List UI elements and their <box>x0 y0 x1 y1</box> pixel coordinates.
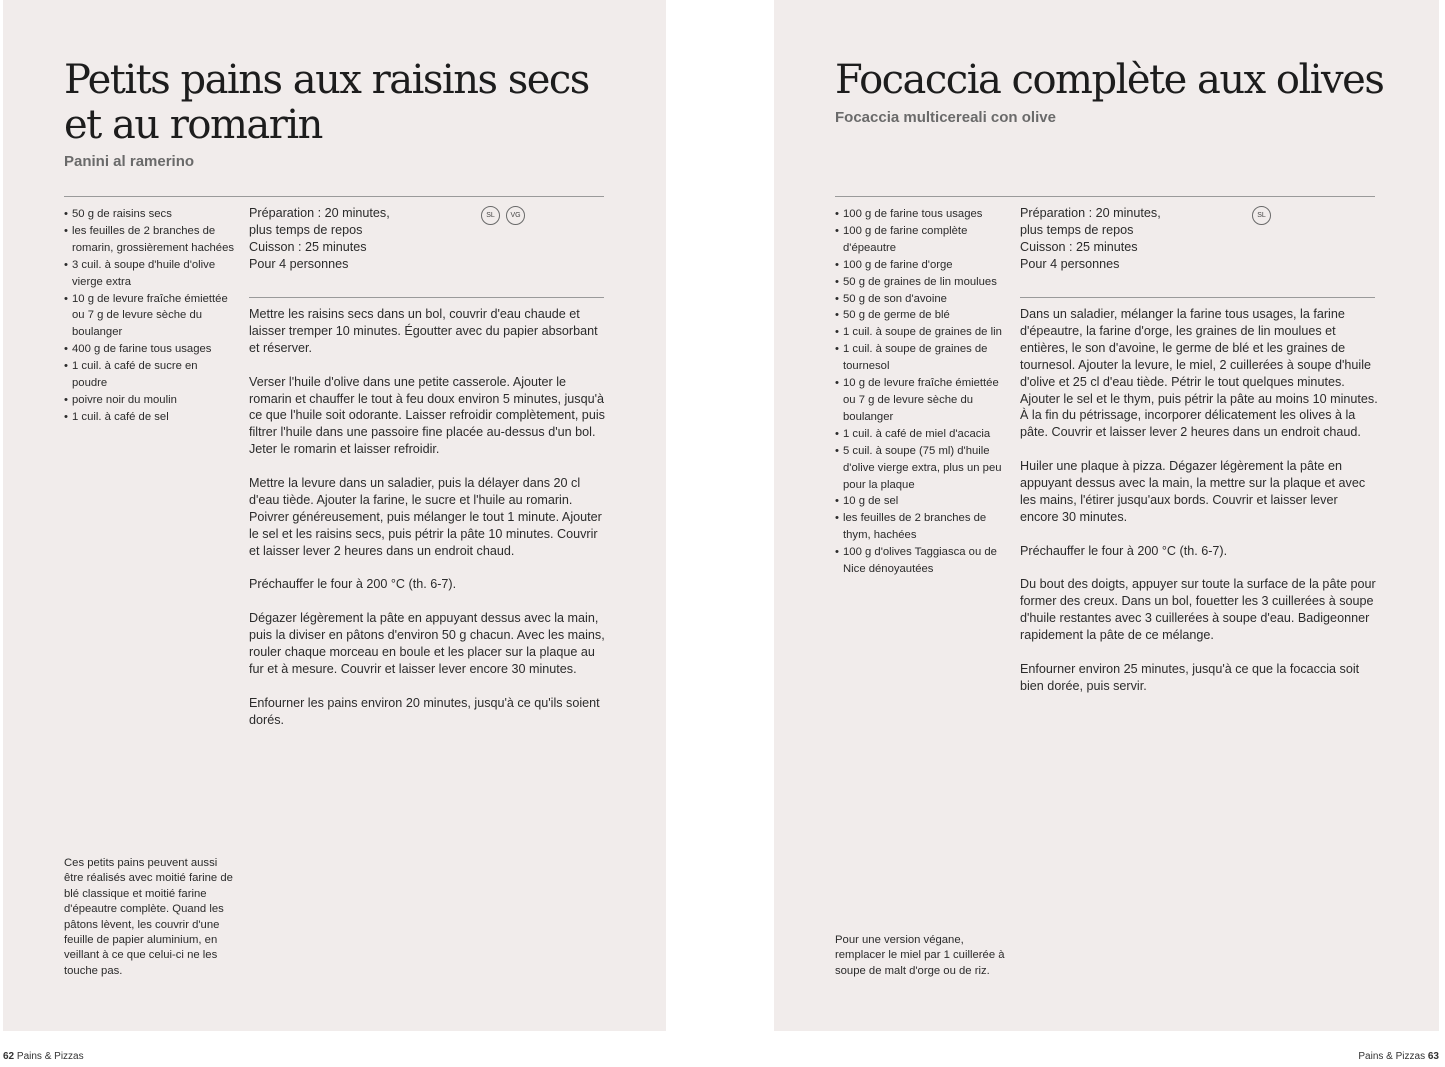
ingredient-item: • 50 g de son d'avoine <box>835 291 1007 308</box>
ingredient-item: • 10 g de levure fraîche émiettée ou 7 g de levure sèche du boulanger <box>64 291 234 342</box>
step: Enfourner environ 25 minutes, jusqu'à ce que la focaccia soit bien dorée, puis servir. <box>1020 661 1360 693</box>
ingredient-item: • 50 g de germe de blé <box>835 307 1007 324</box>
diet-badges <box>481 206 525 225</box>
step: Préchauffer le four à 200 °C (th. 6-7). <box>1020 543 1228 558</box>
ingredient-item: • 50 g de graines de lin moulues <box>835 274 1007 291</box>
servings: Pour 4 personnes <box>1020 257 1120 271</box>
ingredient-item: • 1 cuil. à café de sel <box>64 409 234 426</box>
gluten-free-badge-icon: SL <box>481 206 500 225</box>
vegan-badge-icon: VG <box>506 206 525 225</box>
divider <box>64 196 604 197</box>
right-page <box>774 0 1439 1031</box>
ingredient-item: • les feuilles de 2 branches de thym, hachées <box>835 510 1007 544</box>
divider <box>1020 297 1375 298</box>
page-footer-left <box>3 1051 84 1062</box>
ingredient-item: • 1 cuil. à café de miel d'acacia <box>835 426 1007 443</box>
rest-time: plus temps de repos <box>1020 223 1134 237</box>
prep-time: Préparation : 20 minutes, <box>1020 206 1161 220</box>
gluten-free-badge-icon: SL <box>1252 206 1271 225</box>
step: Mettre la levure dans un saladier, puis la délayer dans 20 cl d'eau tiède. Ajouter la farine, le sucre et l'huile au romarin. Poivrer généreusement, puis mélanger le tout 1 minute. Ajouter le sel et les raisins secs, puis pétrir la pâte 10 minutes. Couvrir et laisser lever 2 heures dans un endroit chaud. <box>249 476 602 558</box>
step: Verser l'huile d'olive dans une petite casserole. Ajouter le romarin et chauffer le tout à feu doux environ 5 minutes, jusqu'à ce que l'huile soit odorante. Laisser refroidir complètement, puis filtrer l'huile dans une passoire fine placée au-dessus d'un bol. Jeter le romarin et laisser refroidir. <box>249 374 605 457</box>
recipe-subtitle: Focaccia multicereali con olive <box>835 109 1056 126</box>
ingredient-list <box>835 206 1007 578</box>
ingredient-item: • 1 cuil. à café de sucre en poudre <box>64 358 234 392</box>
page-footer-right <box>1358 1051 1439 1062</box>
step: Préchauffer le four à 200 °C (th. 6-7). <box>249 577 457 592</box>
recipe-title-line-2: et au romarin <box>64 102 322 148</box>
recipe-title: Focaccia complète aux olives <box>835 57 1384 103</box>
ingredient-item: • 50 g de raisins secs <box>64 206 234 223</box>
section-name: Pains & Pizzas <box>1358 1051 1426 1062</box>
recipe-steps <box>249 306 607 745</box>
step: Mettre les raisins secs dans un bol, couvrir d'eau chaude et laisser tremper 10 minutes. Égoutter avec du papier absorbant et réserver. <box>249 307 598 355</box>
recipe-meta <box>249 205 469 273</box>
rest-time: plus temps de repos <box>249 223 363 237</box>
ingredient-item: • 3 cuil. à soupe d'huile d'olive vierge extra <box>64 257 234 291</box>
page-number: 62 <box>3 1051 15 1062</box>
ingredient-item: • 1 cuil. à soupe de graines de tournesol <box>835 341 1007 375</box>
ingredient-item: • 10 g de sel <box>835 493 1007 510</box>
prep-time: Préparation : 20 minutes, <box>249 206 390 220</box>
page-number: 63 <box>1427 1051 1439 1062</box>
side-note: Ces petits pains peuvent aussi être réalisés avec moitié farine de blé classique et moitié farine d'épeautre complète. Quand les pâtons lèvent, les couvrir d'une feuille de papier aluminium, en veillant à ce que celui-ci ne les touche pas. <box>64 857 233 977</box>
recipe-title-line-1: Petits pains aux raisins secs <box>64 57 589 103</box>
ingredient-item: • 100 g de farine tous usages <box>835 206 1007 223</box>
divider <box>249 297 604 298</box>
ingredient-item: • poivre noir du moulin <box>64 392 234 409</box>
step: Dégazer légèrement la pâte en appuyant dessus avec la main, puis la diviser en pâtons d'environ 50 g chacun. Avec les mains, rouler chaque morceau en boule et les placer sur la plaque au fur et à mesure. Couvrir et laisser lever encore 30 minutes. <box>249 611 605 676</box>
ingredient-list <box>64 206 234 426</box>
ingredient-item: • 100 g d'olives Taggiasca ou de Nice dénoyautées <box>835 544 1007 578</box>
servings: Pour 4 personnes <box>249 257 349 271</box>
left-page <box>3 0 666 1031</box>
ingredient-item: • 5 cuil. à soupe (75 ml) d'huile d'olive vierge extra, plus un peu pour la plaque <box>835 443 1007 494</box>
ingredient-item: • 100 g de farine complète d'épeautre <box>835 223 1007 257</box>
recipe-meta <box>1020 205 1240 273</box>
recipe-steps <box>1020 306 1378 712</box>
ingredient-item: • 1 cuil. à soupe de graines de lin <box>835 324 1007 341</box>
section-name: Pains & Pizzas <box>16 1051 84 1062</box>
step: Enfourner les pains environ 20 minutes, jusqu'à ce qu'ils soient dorés. <box>249 695 600 727</box>
step: Huiler une plaque à pizza. Dégazer légèrement la pâte en appuyant dessus avec la main, la mettre sur la plaque et avec les mains, l'étirer jusqu'aux bords. Couvrir et laisser lever encore 30 minutes. <box>1020 459 1366 524</box>
ingredient-item: • 10 g de levure fraîche émiettée ou 7 g de levure sèche du boulanger <box>835 375 1007 426</box>
side-note: Pour une version végane, remplacer le miel par 1 cuillerée à soupe de malt d'orge ou de riz. <box>835 934 1005 977</box>
step: Dans un saladier, mélanger la farine tous usages, la farine d'épeautre, la farine d'orge, les graines de lin moulues et entières, le son d'avoine, le germe de blé et les graines de tournesol. Ajouter la levure, le miel, 2 cuillerées à soupe d'huile d'olive et 25 cl d'eau tiède. Pétrir le tout quelques minutes. Ajouter le sel et le thym, puis pétrir la pâte au moins 10 minutes. À la fin du pétrissage, incorporer délicatement les olives à la pâte. Couvrir et laisser lever 2 heures dans un endroit chaud. <box>1020 307 1378 440</box>
recipe-subtitle: Panini al ramerino <box>64 153 195 170</box>
diet-badges <box>1252 206 1271 225</box>
recipe-title <box>64 58 589 148</box>
ingredient-item: • 400 g de farine tous usages <box>64 341 234 358</box>
ingredient-item: • les feuilles de 2 branches de romarin, grossièrement hachées <box>64 223 234 257</box>
cook-time: Cuisson : 25 minutes <box>1020 240 1138 254</box>
step: Du bout des doigts, appuyer sur toute la surface de la pâte pour former des creux. Dans un bol, fouetter les 3 cuillerées à soupe d'huile restantes avec 3 cuillerées à soupe d'eau. Badigeonner rapidement la pâte de ce mélange. <box>1020 577 1376 643</box>
ingredient-item: • 100 g de farine d'orge <box>835 257 1007 274</box>
cook-time: Cuisson : 25 minutes <box>249 240 367 254</box>
divider <box>835 196 1375 197</box>
